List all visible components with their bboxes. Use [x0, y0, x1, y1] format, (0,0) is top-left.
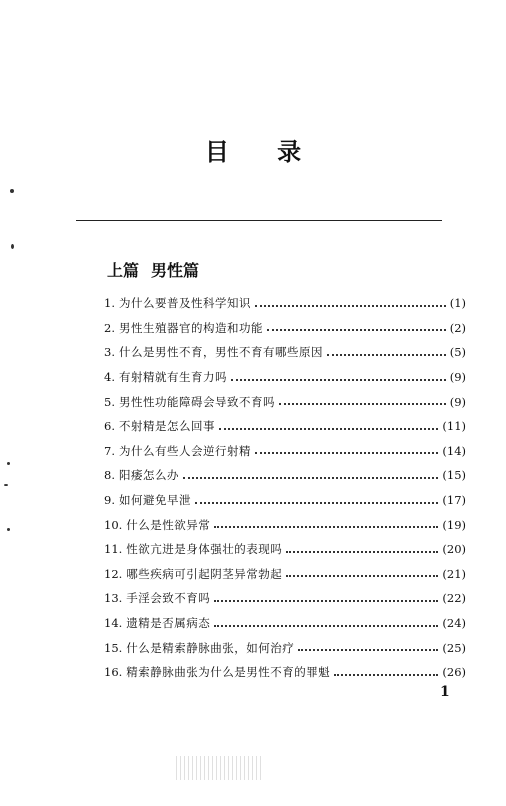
toc-entry-number: 7. — [104, 443, 115, 458]
page-number: 1 — [440, 684, 450, 700]
toc-entry-page: (25) — [442, 640, 466, 655]
title-divider — [76, 220, 442, 221]
dot-leader — [214, 525, 438, 528]
toc-entry-page: (22) — [442, 591, 466, 606]
toc-entry-title: 为什么有些人会逆行射精 — [118, 443, 251, 458]
dot-leader — [298, 648, 438, 651]
toc-entry — [104, 389, 466, 414]
toc-entry — [104, 611, 466, 636]
dot-leader — [286, 574, 438, 577]
toc-entry — [104, 562, 466, 587]
toc-entry-page: (15) — [442, 468, 466, 483]
dot-leader — [214, 624, 438, 627]
toc-entry-title: 不射精是怎么回事 — [118, 419, 215, 434]
toc-entry-page: (11) — [442, 419, 466, 434]
toc-entry-page: (26) — [442, 665, 466, 680]
toc-entry-number: 4. — [104, 370, 115, 385]
dot-leader — [255, 304, 446, 307]
dot-leader — [183, 476, 438, 479]
toc-entry-title: 什么是男性不育，男性不育有哪些原因 — [118, 345, 323, 360]
toc-entry-title: 如何避免早泄 — [118, 493, 191, 508]
toc-entry-title: 手淫会致不育吗 — [126, 591, 211, 606]
toc-entry-number: 15. — [104, 640, 123, 655]
dot-leader — [334, 673, 438, 676]
toc-entry-number: 12. — [104, 566, 123, 581]
toc-entry — [104, 340, 466, 365]
toc-entry-title: 什么是精索静脉曲张，如何治疗 — [126, 640, 295, 655]
toc-entry-page: (20) — [442, 542, 466, 557]
scan-speck — [7, 528, 10, 531]
scan-artifact — [176, 756, 262, 780]
toc-entry-title: 男性性功能障碍会导致不育吗 — [118, 394, 275, 409]
toc-entry-number: 2. — [104, 320, 115, 335]
toc-entry-title: 什么是性欲异常 — [126, 517, 211, 532]
dot-leader — [327, 353, 446, 356]
toc-entry — [104, 586, 466, 611]
table-of-contents — [104, 291, 466, 685]
toc-entry-number: 8. — [104, 468, 115, 483]
dot-leader — [195, 501, 438, 504]
toc-entry — [104, 365, 466, 390]
toc-entry-title: 为什么要普及性科学知识 — [118, 296, 251, 311]
toc-entry-number: 1. — [104, 296, 115, 311]
dot-leader — [219, 427, 438, 430]
toc-entry-page: (17) — [442, 493, 466, 508]
section-heading — [107, 258, 199, 281]
toc-entry-number: 3. — [104, 345, 115, 360]
dot-leader — [255, 451, 438, 454]
toc-entry-number: 9. — [104, 493, 115, 508]
toc-entry-title: 有射精就有生育力吗 — [118, 370, 227, 385]
toc-entry-number: 13. — [104, 591, 123, 606]
toc-entry — [104, 463, 466, 488]
toc-entry-page: (14) — [442, 443, 466, 458]
toc-entry-title: 遗精是否属病态 — [126, 616, 211, 631]
dot-leader — [286, 550, 438, 553]
toc-entry-page: (9) — [449, 370, 466, 385]
scan-speck — [4, 484, 8, 486]
toc-entry-title: 阳痿怎么办 — [118, 468, 179, 483]
toc-entry-number: 5. — [104, 394, 115, 409]
toc-entry-title: 男性生殖器官的构造和功能 — [118, 320, 263, 335]
toc-entry-page: (21) — [442, 566, 466, 581]
toc-entry-title: 哪些疾病可引起阴茎异常勃起 — [126, 566, 283, 581]
scan-speck — [11, 244, 14, 249]
toc-entry-page: (5) — [449, 345, 466, 360]
toc-entry — [104, 414, 466, 439]
toc-entry-number: 6. — [104, 419, 115, 434]
toc-entry-page: (19) — [442, 517, 466, 532]
toc-entry-page: (24) — [442, 616, 466, 631]
dot-leader — [267, 328, 446, 331]
section-name: 男性篇 — [151, 261, 200, 280]
dot-leader — [231, 378, 446, 381]
toc-entry-page: (9) — [449, 394, 466, 409]
toc-entry — [104, 660, 466, 685]
toc-entry — [104, 291, 466, 316]
scan-speck — [10, 189, 14, 193]
toc-entry — [104, 488, 466, 513]
page-title: 目 录 — [204, 137, 322, 166]
dot-leader — [279, 402, 446, 405]
dot-leader — [214, 599, 438, 602]
toc-entry — [104, 512, 466, 537]
toc-entry-number: 11. — [104, 542, 123, 557]
toc-entry — [104, 439, 466, 464]
toc-entry-title: 性欲亢进是身体强壮的表现吗 — [126, 542, 283, 557]
toc-entry-page: (1) — [449, 296, 466, 311]
toc-entry — [104, 635, 466, 660]
section-label: 上篇 — [107, 261, 140, 280]
toc-entry — [104, 316, 466, 341]
toc-entry-title: 精索静脉曲张为什么是男性不育的罪魁 — [126, 665, 331, 680]
toc-entry-number: 14. — [104, 616, 123, 631]
toc-entry-number: 10. — [104, 517, 123, 532]
toc-entry-number: 16. — [104, 665, 123, 680]
toc-entry-page: (2) — [449, 320, 466, 335]
scan-speck — [7, 462, 10, 465]
toc-entry — [104, 537, 466, 562]
